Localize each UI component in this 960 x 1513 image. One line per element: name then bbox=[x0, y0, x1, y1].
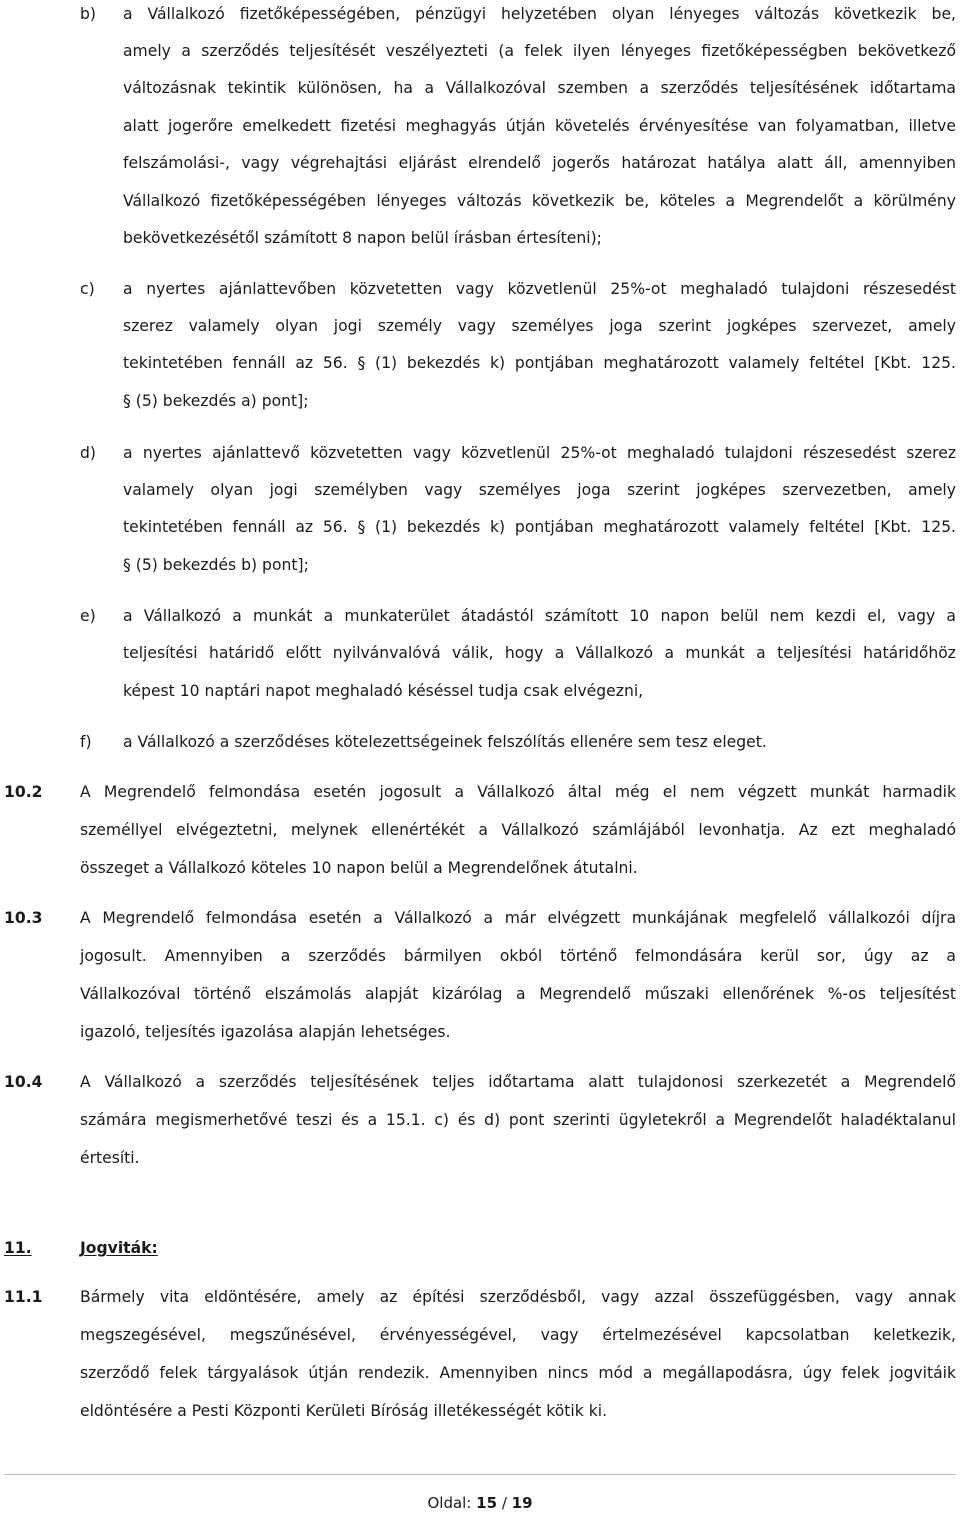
section-10-2-line-1: A Megrendelő felmondása esetén jogosult a Vállalkozó által még el nem végzett munkát harmadik bbox=[80, 783, 956, 801]
item-e-label: e) bbox=[80, 607, 96, 625]
item-b-line-4: alatt jogerőre emelkedett fizetési meghagyás útján követelés érvényesítése van folyamatban, illetve bbox=[123, 117, 956, 135]
item-b-line-1: a Vállalkozó fizetőképességében, pénzügyi helyzetében olyan lényeges változás következik be, bbox=[123, 5, 956, 23]
section-10-2-number: 10.2 bbox=[4, 783, 43, 801]
item-b-line-7: bekövetkezésétől számított 8 napon belül írásban értesíteni); bbox=[123, 229, 602, 247]
section-10-3-line-2: jogosult. Amennyiben a szerződés bármilyen okból történő felmondására kerül sor, úgy az a bbox=[80, 947, 956, 965]
section-10-3-line-3: Vállalkozóval történő elszámolás alapját kizárólag a Megrendelő műszaki ellenőrének %-os teljesítést bbox=[80, 985, 956, 1003]
item-e-line-1: a Vállalkozó a munkát a munkaterület átadástól számított 10 napon belül nem kezdi el, vagy a bbox=[123, 607, 956, 625]
item-d-label: d) bbox=[80, 444, 96, 462]
section-10-4-number: 10.4 bbox=[4, 1073, 43, 1091]
item-b-label: b) bbox=[80, 5, 96, 23]
item-b-line-3: változásnak tekintik különösen, ha a Vállalkozóval szemben a szerződés teljesítésének időtartama bbox=[123, 79, 956, 97]
section-11-number: 11. bbox=[4, 1239, 32, 1257]
item-b-line-2: amely a szerződés teljesítését veszélyezteti (a felek ilyen lényeges fizetőképességben bekövetkező bbox=[123, 42, 956, 60]
page-label: Oldal: bbox=[427, 1494, 477, 1512]
item-c-line-4: § (5) bekezdés a) pont]; bbox=[123, 392, 309, 410]
page-separator: / bbox=[497, 1494, 512, 1512]
page-footer bbox=[0, 1493, 960, 1513]
section-11-1-line-4: eldöntésére a Pesti Központi Kerületi Bíróság illetékességét kötik ki. bbox=[80, 1402, 608, 1420]
item-d-line-3: tekintetében fennáll az 56. § (1) bekezdés k) pontjában meghatározott valamely feltétel [Kbt. 125. bbox=[123, 518, 956, 536]
item-d-line-4: § (5) bekezdés b) pont]; bbox=[123, 556, 309, 574]
footer-divider bbox=[4, 1474, 956, 1475]
item-c-line-3: tekintetében fennáll az 56. § (1) bekezdés k) pontjában meghatározott valamely feltétel [Kbt. 125. bbox=[123, 354, 956, 372]
page-total: 19 bbox=[511, 1494, 533, 1512]
section-10-2-line-3: összeget a Vállalkozó köteles 10 napon belül a Megrendelőnek átutalni. bbox=[80, 859, 638, 877]
section-10-2-line-2: személlyel elvégeztetni, melynek ellenértékét a Vállalkozó számlájából levonhatja. Az ezt meghaladó bbox=[80, 821, 956, 839]
item-b-line-5: felszámolási-, vagy végrehajtási eljárást elrendelő jogerős határozat hatálya alatt áll, amennyiben bbox=[123, 154, 956, 172]
item-b-line-6: Vállalkozó fizetőképességében lényeges változás következik be, köteles a Megrendelőt a körülmény bbox=[123, 192, 956, 210]
item-f-line-1: a Vállalkozó a szerződéses kötelezettségeinek felszólítás ellenére sem tesz eleget. bbox=[123, 733, 767, 751]
section-10-3-number: 10.3 bbox=[4, 909, 43, 927]
item-e-line-3: képest 10 naptári napot meghaladó késéssel tudja csak elvégezni, bbox=[123, 682, 644, 700]
page-current: 15 bbox=[476, 1494, 498, 1512]
section-10-4-line-2: számára megismerhetővé teszi és a 15.1. c) és d) pont szerinti ügyletekről a Megrendelőt haladéktalanul bbox=[80, 1111, 956, 1129]
section-10-3-line-4: igazoló, teljesítés igazolása alapján lehetséges. bbox=[80, 1023, 451, 1041]
item-f-label: f) bbox=[80, 733, 92, 751]
section-10-3-line-1: A Megrendelő felmondása esetén a Vállalkozó a már elvégzett munkájának megfelelő vállalkozói díjra bbox=[80, 909, 956, 927]
item-c-line-1: a nyertes ajánlattevőben közvetetten vagy közvetlenül 25%-ot meghaladó tulajdoni részesedést bbox=[123, 280, 956, 298]
item-c-label: c) bbox=[80, 280, 95, 298]
section-11-1-number: 11.1 bbox=[4, 1288, 43, 1306]
section-11-1-line-1: Bármely vita eldöntésére, amely az építési szerződésből, vagy azzal összefüggésben, vagy annak bbox=[80, 1288, 956, 1306]
item-e-line-2: teljesítési határidő előtt nyilvánvalóvá válik, hogy a Vállalkozó a munkát a teljesítési határidőhöz bbox=[123, 644, 956, 662]
item-c-line-2: szerez valamely olyan jogi személy vagy személyes joga szerint jogképes szervezet, amely bbox=[123, 317, 956, 335]
section-10-4-line-1: A Vállalkozó a szerződés teljesítésének teljes időtartama alatt tulajdonosi szerkezetét a Megrendelő bbox=[80, 1073, 956, 1091]
item-d-line-2: valamely olyan jogi személyben vagy személyes joga szerint jogképes szervezetben, amely bbox=[123, 481, 956, 499]
section-10-4-line-3: értesíti. bbox=[80, 1149, 140, 1167]
section-11-title: Jogviták: bbox=[80, 1239, 158, 1257]
section-11-1-line-3: szerződő felek tárgyalások útján rendezik. Amennyiben nincs mód a megállapodásra, úgy felek jogvitáik bbox=[80, 1364, 956, 1382]
item-d-line-1: a nyertes ajánlattevő közvetetten vagy közvetlenül 25%-ot meghaladó tulajdoni részesedést szerez bbox=[123, 444, 956, 462]
section-11-1-line-2: megszegésével, megszűnésével, érvényességével, vagy értelmezésével kapcsolatban keletkezik, bbox=[80, 1326, 956, 1344]
